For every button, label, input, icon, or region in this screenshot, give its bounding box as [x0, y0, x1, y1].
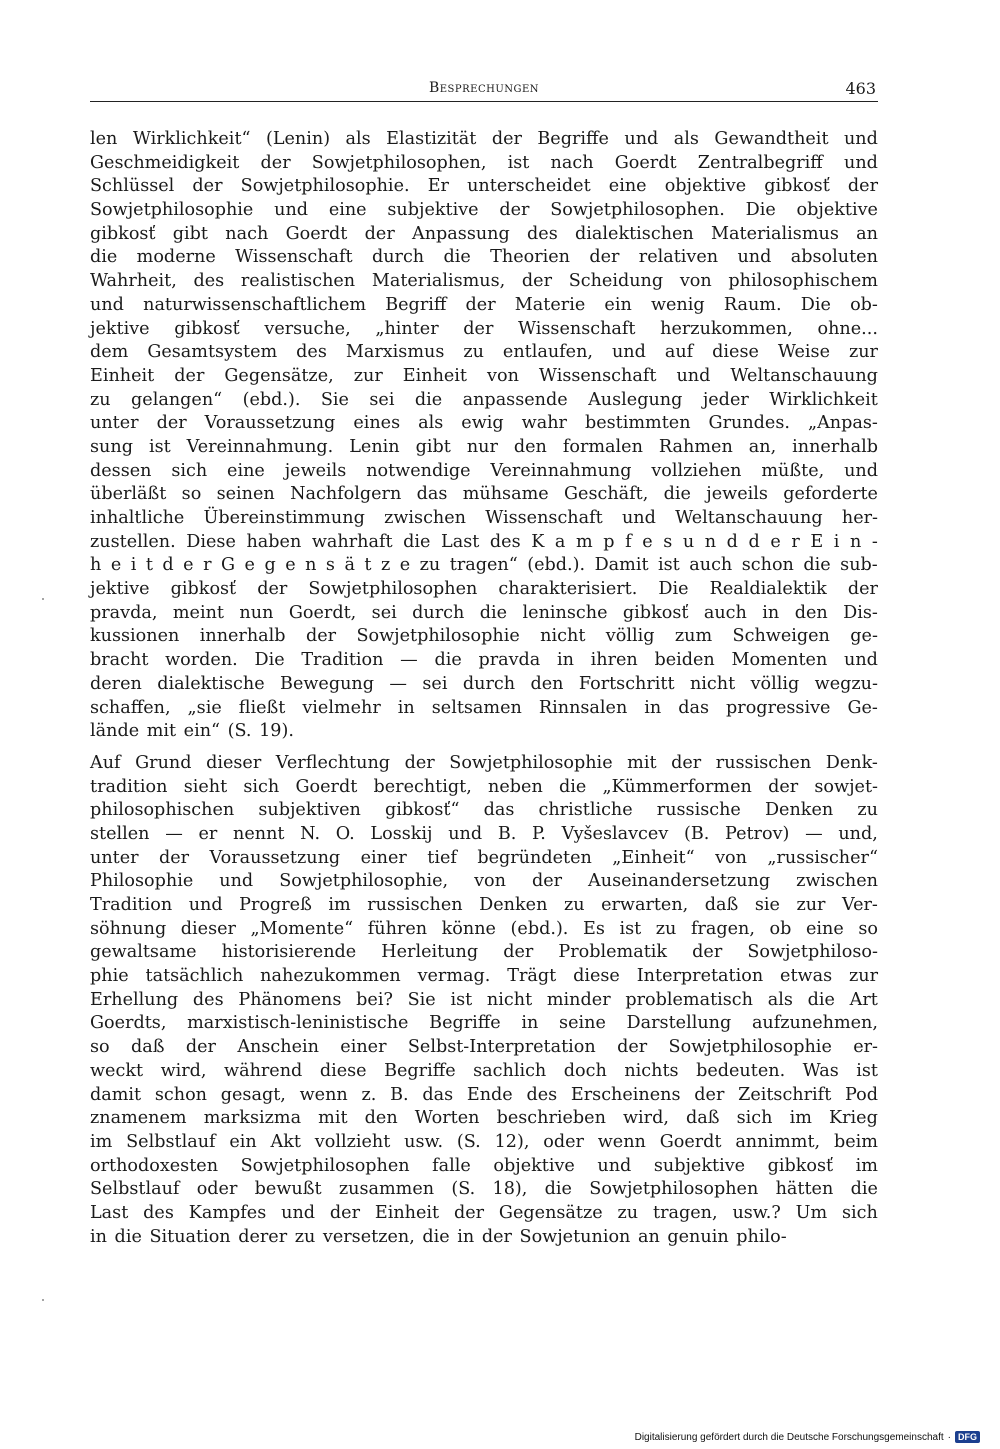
- text-line: zustellen. Diese haben wahrhaft die Last des K a m p f e s u n d d e r E i n -: [90, 531, 878, 552]
- scan-speck: [42, 598, 44, 600]
- footer-text: Digitalisierung gefördert durch die Deutsche Forschungsgemeinschaft: [634, 1431, 944, 1443]
- text-line: tradition sieht sich Goerdt berechtigt, neben die „Kümmerformen der sowjet-: [90, 776, 878, 797]
- text-line: überläßt so seinen Nachfolgern das mühsame Geschäft, die jeweils geforderte: [90, 484, 878, 505]
- header-title: Besprechungen: [428, 80, 540, 96]
- text-line: schaffen, „sie fließt vielmehr in seltsamen Rinnsalen in das progressive Ge-: [90, 697, 878, 718]
- text-line: so daß der Anschein einer Selbst-Interpretation der Sowjetphilosophie er-: [90, 1037, 878, 1058]
- dfg-logo-icon: DFG: [955, 1431, 980, 1443]
- text-line: Selbstlauf oder bewußt zusammen (S. 18), die Sowjetphilosophen hätten die: [90, 1179, 878, 1200]
- text-line: bracht worden. Die Tradition — die pravda in ihren beiden Momenten und: [90, 650, 878, 671]
- text-line: h e i t d e r G e g e n s ä t z e zu tragen“ (ebd.). Damit ist auch schon die sub-: [90, 555, 878, 576]
- text-line: Last des Kampfes und der Einheit der Gegensätze zu tragen, usw.? Um sich: [90, 1202, 878, 1223]
- text-line: deren dialektische Bewegung — sei durch den Fortschritt nicht völlig wegzu-: [90, 673, 878, 694]
- text-line: sung ist Vereinnahmung. Lenin gibt nur den formalen Rahmen an, innerhalb: [90, 436, 878, 457]
- text-line: stellen — er nennt N. O. Losskij und B. P. Vyšeslavcev (B. Petrov) — und,: [90, 823, 878, 844]
- text-line: und naturwissenschaftlichem Begriff der Materie ein wenig Raum. Die ob-: [90, 294, 878, 315]
- paragraph-gap: [90, 744, 878, 752]
- text-line: philosophischen subjektiven gibkosť“ das christliche russische Denken zu: [90, 800, 878, 821]
- text-line: in die Situation derer zu versetzen, die in der Sowjetunion an genuin philo-: [90, 1226, 787, 1247]
- text-line: inhaltliche Übereinstimmung zwischen Wissenschaft und Weltanschauung her-: [90, 508, 878, 528]
- text-line: damit schon gesagt, wenn z. B. das Ende des Erscheinens der Zeitschrift Pod: [90, 1084, 878, 1105]
- digitization-footer: [635, 1431, 980, 1443]
- text-line: kussionen innerhalb der Sowjetphilosophie nicht völlig zum Schweigen ge-: [90, 626, 878, 647]
- text-line: im Selbstlauf ein Akt vollzieht usw. (S. 12), oder wenn Goerdt annimmt, beim: [90, 1131, 878, 1152]
- text-line: Sowjetphilosophie und eine subjektive der Sowjetphilosophen. Die objektive: [90, 200, 878, 221]
- text-line: Schlüssel der Sowjetphilosophie. Er unterscheidet eine objektive gibkosť der: [90, 176, 878, 197]
- text-line: gewaltsame historisierende Herleitung der Problematik der Sowjetphiloso-: [90, 942, 878, 963]
- text-line: die moderne Wissenschaft durch die Theorien der relativen und absoluten: [90, 247, 878, 268]
- text-line: zu gelangen“ (ebd.). Sie sei die anpassende Auslegung jeder Wirklichkeit: [90, 389, 878, 410]
- text-line: Einheit der Gegensätze, zur Einheit von Wissenschaft und Weltanschauung: [90, 365, 878, 386]
- text-line: Auf Grund dieser Verflechtung der Sowjetphilosophie mit der russischen Denk-: [90, 752, 878, 773]
- paragraph: [90, 128, 878, 744]
- text-line: lände mit ein“ (S. 19).: [90, 721, 294, 742]
- text-line: unter der Voraussetzung eines als ewig wahr bestimmten Grundes. „Anpas-: [90, 413, 878, 434]
- text-line: weckt wird, während diese Begriffe sachlich doch nichts bedeuten. Was ist: [90, 1060, 878, 1081]
- text-line: dessen sich eine jeweils notwendige Vereinnahmung vollziehen müßte, und: [90, 460, 878, 481]
- text-line: Geschmeidigkeit der Sowjetphilosophen, ist nach Goerdt Zentralbegriff und: [90, 152, 878, 173]
- text-line: jektive gibkosť der Sowjetphilosophen charakterisiert. Die Realdialektik der: [90, 579, 878, 600]
- text-line: Tradition und Progreß im russischen Denken zu erwarten, daß sie zur Ver-: [90, 895, 878, 915]
- text-line: orthodoxesten Sowjetphilosophen falle objektive und subjektive gibkosť im: [90, 1155, 878, 1176]
- text-line: Goerdts, marxistisch-leninistische Begriffe in seine Darstellung aufzunehmen,: [90, 1013, 878, 1034]
- text-line: Wahrheit, des realistischen Materialismus, der Scheidung von philosophischem: [90, 271, 878, 292]
- text-line: pravda, meint nun Goerdt, sei durch die leninsche gibkosť auch in den Dis-: [90, 602, 878, 623]
- text-line: Philosophie und Sowjetphilosophie, von der Auseinandersetzung zwischen: [90, 871, 878, 892]
- text-line: gibkosť gibt nach Goerdt der Anpassung des dialektischen Materialismus an: [90, 223, 878, 244]
- body-text: [90, 128, 878, 1249]
- page-number: 463: [845, 79, 876, 98]
- text-line: dem Gesamtsystem des Marxismus zu entlaufen, und auf diese Weise zur: [90, 342, 878, 363]
- header-rule: [90, 101, 878, 102]
- paragraph: [90, 752, 878, 1249]
- text-line: len Wirklichkeit“ (Lenin) als Elastizität der Begriffe und als Gewandtheit und: [90, 129, 878, 149]
- text-line: znamenem marksizma mit den Worten beschrieben wird, daß sich im Krieg: [90, 1108, 878, 1129]
- scan-speck: [42, 1299, 44, 1301]
- text-line: söhnung dieser „Momente“ führen könne (ebd.). Es ist zu fragen, ob eine so: [90, 918, 878, 939]
- text-line: unter der Voraussetzung einer tief begründeten „Einheit“ von „russischer“: [90, 847, 878, 868]
- running-header: [90, 80, 878, 102]
- text-line: Erhellung des Phänomens bei? Sie ist nicht minder problematisch als die Art: [90, 989, 878, 1010]
- footer-separator: ·: [947, 1431, 951, 1443]
- text-line: jektive gibkosť versuche, „hinter der Wissenschaft herzukommen, ohne...: [90, 318, 878, 339]
- text-line: phie tatsächlich nahezukommen vermag. Trägt diese Interpretation etwas zur: [90, 966, 878, 987]
